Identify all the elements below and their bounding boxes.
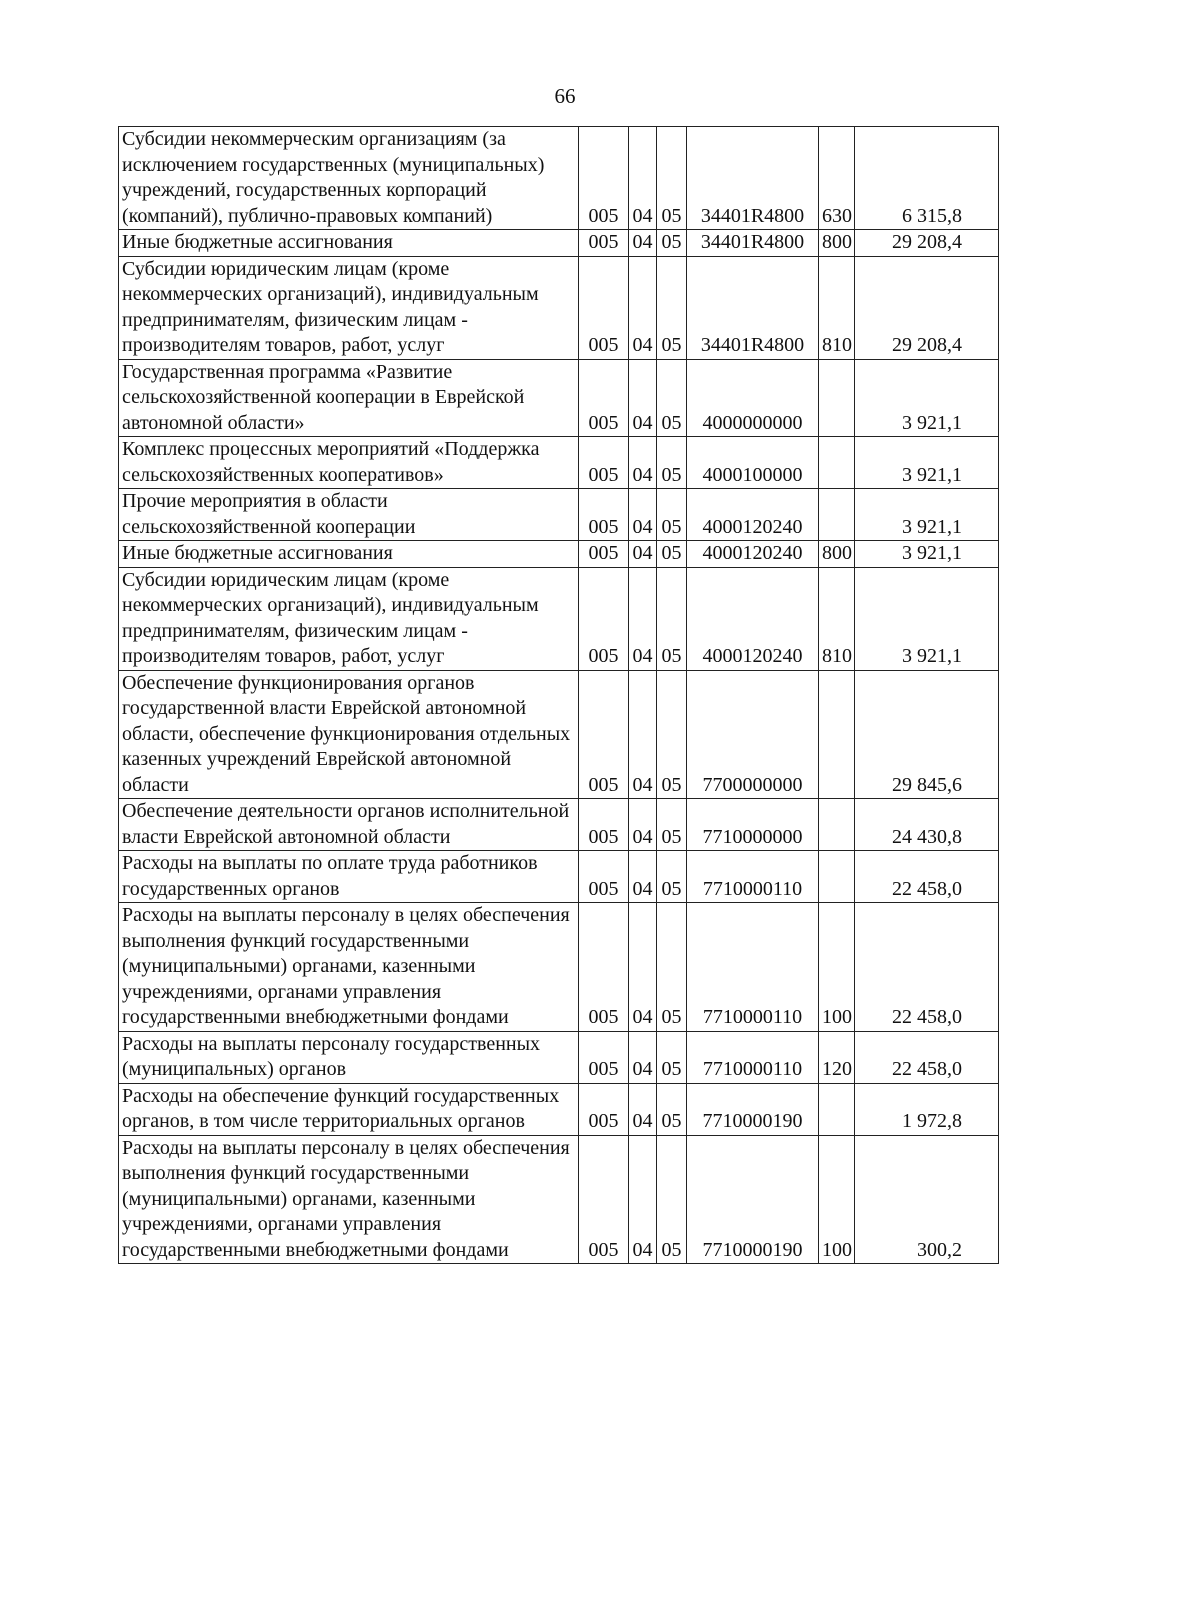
expense-type-code: 800: [819, 230, 855, 257]
table-row: [119, 851, 999, 903]
row-name: Субсидии некоммерческим организациям (за исключением государственных (муниципальных) учреждений, государственных корпораций (компаний), публично-правовых компаний): [119, 127, 579, 230]
table-row: [119, 359, 999, 437]
row-name: Обеспечение деятельности органов исполнительной власти Еврейской автономной области: [119, 799, 579, 851]
row-name: Государственная программа «Развитие сельскохозяйственной кооперации в Еврейской автономной области»: [119, 359, 579, 437]
section-code: 04: [629, 799, 657, 851]
amount: 3 921,1: [855, 437, 999, 489]
expense-type-code: 810: [819, 256, 855, 359]
subsection-code: 05: [657, 1083, 687, 1135]
target-article-code: 4000000000: [687, 359, 819, 437]
target-article-code: 4000100000: [687, 437, 819, 489]
subsection-code: 05: [657, 230, 687, 257]
ministry-code: 005: [579, 567, 629, 670]
section-code: 04: [629, 1083, 657, 1135]
ministry-code: 005: [579, 1083, 629, 1135]
target-article-code: 7710000000: [687, 799, 819, 851]
budget-table-body: [119, 127, 999, 1264]
amount: 24 430,8: [855, 799, 999, 851]
row-name: Расходы на выплаты персоналу государственных (муниципальных) органов: [119, 1031, 579, 1083]
target-article-code: 4000120240: [687, 541, 819, 568]
row-name: Расходы на выплаты по оплате труда работников государственных органов: [119, 851, 579, 903]
amount: 300,2: [855, 1135, 999, 1264]
ministry-code: 005: [579, 1031, 629, 1083]
table-row: [119, 670, 999, 799]
expense-type-code: 100: [819, 903, 855, 1032]
subsection-code: 05: [657, 437, 687, 489]
section-code: 04: [629, 359, 657, 437]
table-row: [119, 256, 999, 359]
subsection-code: 05: [657, 670, 687, 799]
section-code: 04: [629, 256, 657, 359]
subsection-code: 05: [657, 1031, 687, 1083]
target-article-code: 7710000190: [687, 1135, 819, 1264]
row-name: Субсидии юридическим лицам (кроме некоммерческих организаций), индивидуальным предпринимателям, физическим лицам - производителям товаров, работ, услуг: [119, 567, 579, 670]
ministry-code: 005: [579, 670, 629, 799]
table-row: [119, 1083, 999, 1135]
ministry-code: 005: [579, 903, 629, 1032]
table-row: [119, 541, 999, 568]
ministry-code: 005: [579, 541, 629, 568]
page-number: 66: [554, 84, 576, 108]
row-name: Иные бюджетные ассигнования: [119, 230, 579, 257]
amount: 3 921,1: [855, 541, 999, 568]
target-article-code: 34401R4800: [687, 127, 819, 230]
expense-type-code: [819, 437, 855, 489]
ministry-code: 005: [579, 230, 629, 257]
amount: 1 972,8: [855, 1083, 999, 1135]
section-code: 04: [629, 851, 657, 903]
row-name: Комплекс процессных мероприятий «Поддержка сельскохозяйственных кооперативов»: [119, 437, 579, 489]
expense-type-code: [819, 1083, 855, 1135]
table-row: [119, 437, 999, 489]
table-row: [119, 1135, 999, 1264]
amount: 3 921,1: [855, 489, 999, 541]
amount: 22 458,0: [855, 903, 999, 1032]
subsection-code: 05: [657, 489, 687, 541]
expense-type-code: 800: [819, 541, 855, 568]
subsection-code: 05: [657, 359, 687, 437]
expense-type-code: [819, 799, 855, 851]
ministry-code: 005: [579, 799, 629, 851]
subsection-code: 05: [657, 799, 687, 851]
target-article-code: 4000120240: [687, 567, 819, 670]
section-code: 04: [629, 230, 657, 257]
amount: 29 845,6: [855, 670, 999, 799]
ministry-code: 005: [579, 437, 629, 489]
ministry-code: 005: [579, 489, 629, 541]
ministry-code: 005: [579, 127, 629, 230]
amount: 22 458,0: [855, 851, 999, 903]
target-article-code: 7710000110: [687, 851, 819, 903]
table-row: [119, 567, 999, 670]
section-code: 04: [629, 1031, 657, 1083]
ministry-code: 005: [579, 359, 629, 437]
amount: 6 315,8: [855, 127, 999, 230]
target-article-code: 7710000110: [687, 1031, 819, 1083]
table-row: [119, 903, 999, 1032]
target-article-code: 34401R4800: [687, 230, 819, 257]
table-row: [119, 799, 999, 851]
amount: 3 921,1: [855, 359, 999, 437]
row-name: Иные бюджетные ассигнования: [119, 541, 579, 568]
subsection-code: 05: [657, 567, 687, 670]
table-row: [119, 1031, 999, 1083]
target-article-code: 7700000000: [687, 670, 819, 799]
section-code: 04: [629, 567, 657, 670]
row-name: Расходы на выплаты персоналу в целях обеспечения выполнения функций государственными (муниципальными) органами, казенными учреждениями, органами управления государственными внебюджетными фондами: [119, 903, 579, 1032]
subsection-code: 05: [657, 541, 687, 568]
amount: 22 458,0: [855, 1031, 999, 1083]
subsection-code: 05: [657, 127, 687, 230]
section-code: 04: [629, 541, 657, 568]
expense-type-code: [819, 670, 855, 799]
target-article-code: 7710000190: [687, 1083, 819, 1135]
ministry-code: 005: [579, 1135, 629, 1264]
ministry-code: 005: [579, 256, 629, 359]
subsection-code: 05: [657, 256, 687, 359]
expense-type-code: 100: [819, 1135, 855, 1264]
amount: 29 208,4: [855, 230, 999, 257]
row-name: Обеспечение функционирования органов государственной власти Еврейской автономной области, обеспечение функционирования отдельных казенных учреждений Еврейской автономной области: [119, 670, 579, 799]
amount: 3 921,1: [855, 567, 999, 670]
row-name: Расходы на выплаты персоналу в целях обеспечения выполнения функций государственными (муниципальными) органами, казенными учреждениями, органами управления государственными внебюджетными фондами: [119, 1135, 579, 1264]
section-code: 04: [629, 437, 657, 489]
section-code: 04: [629, 489, 657, 541]
budget-table: [118, 126, 999, 1264]
expense-type-code: 630: [819, 127, 855, 230]
target-article-code: 4000120240: [687, 489, 819, 541]
row-name: Прочие мероприятия в области сельскохозяйственной кооперации: [119, 489, 579, 541]
expense-type-code: 810: [819, 567, 855, 670]
target-article-code: 34401R4800: [687, 256, 819, 359]
table-row: [119, 127, 999, 230]
row-name: Субсидии юридическим лицам (кроме некоммерческих организаций), индивидуальным предпринимателям, физическим лицам - производителям товаров, работ, услуг: [119, 256, 579, 359]
target-article-code: 7710000110: [687, 903, 819, 1032]
section-code: 04: [629, 903, 657, 1032]
expense-type-code: [819, 489, 855, 541]
section-code: 04: [629, 670, 657, 799]
expense-type-code: [819, 359, 855, 437]
section-code: 04: [629, 1135, 657, 1264]
table-row: [119, 230, 999, 257]
subsection-code: 05: [657, 1135, 687, 1264]
row-name: Расходы на обеспечение функций государственных органов, в том числе территориальных органов: [119, 1083, 579, 1135]
section-code: 04: [629, 127, 657, 230]
subsection-code: 05: [657, 903, 687, 1032]
expense-type-code: 120: [819, 1031, 855, 1083]
amount: 29 208,4: [855, 256, 999, 359]
subsection-code: 05: [657, 851, 687, 903]
expense-type-code: [819, 851, 855, 903]
ministry-code: 005: [579, 851, 629, 903]
table-row: [119, 489, 999, 541]
